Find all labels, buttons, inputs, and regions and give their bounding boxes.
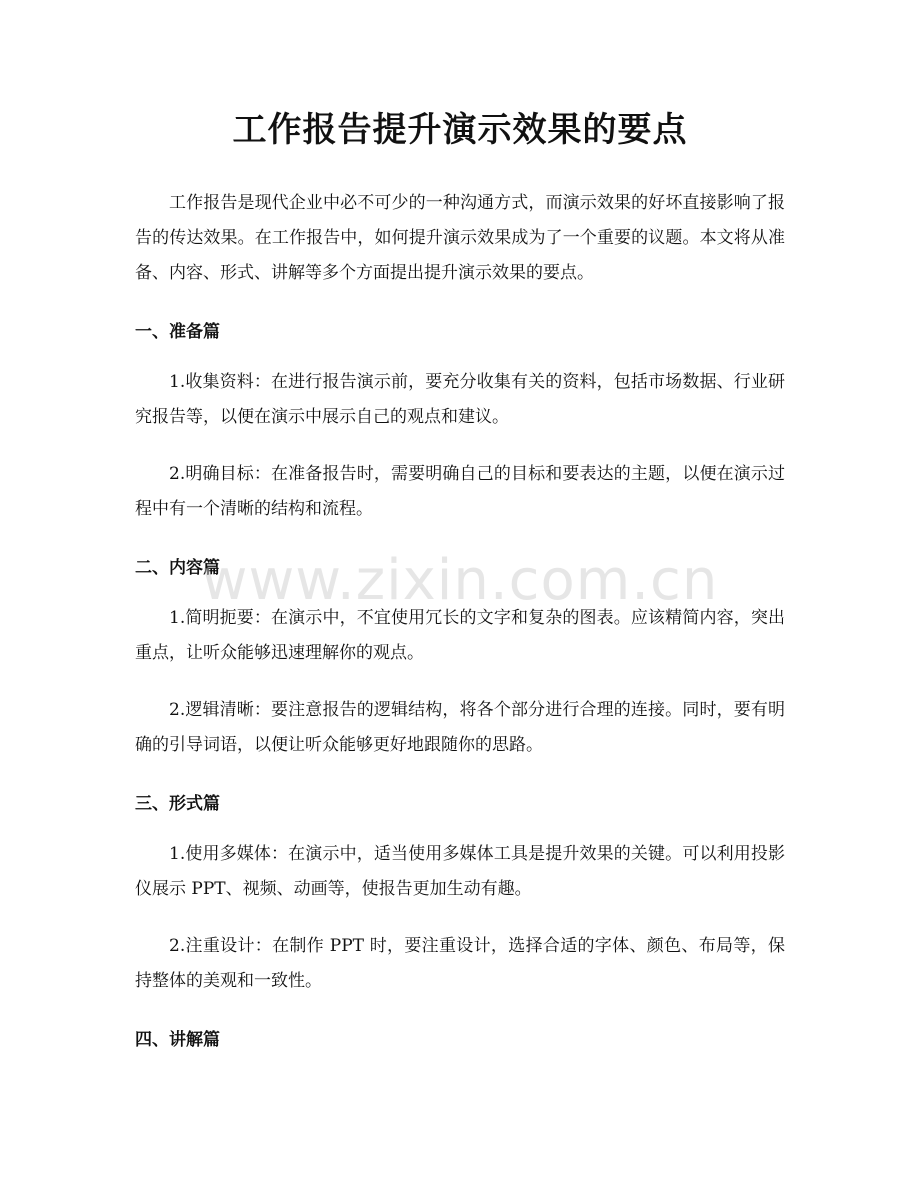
section-heading: 三、形式篇 [135, 794, 220, 814]
section-paragraph: 2.注重设计：在制作 PPT 时，要注重设计，选择合适的字体、颜色、布局等，保持整体的美观和一致性。 [135, 936, 785, 991]
section-format [135, 789, 785, 999]
section-presentation [135, 1025, 785, 1055]
section-heading: 二、内容篇 [135, 558, 220, 578]
watermark-text: www.zixin.com.cn [201, 548, 719, 613]
section-content [135, 553, 785, 763]
document-title: 工作报告提升演示效果的要点 [232, 110, 688, 150]
section-heading: 四、讲解篇 [135, 1030, 220, 1050]
section-paragraph: 1.使用多媒体：在演示中，适当使用多媒体工具是提升效果的关键。可以利用投影仪展示 PPT、视频、动画等，使报告更加生动有趣。 [135, 844, 785, 899]
section-paragraph: 1.收集资料：在进行报告演示前，要充分收集有关的资料，包括市场数据、行业研究报告等，以便在演示中展示自己的观点和建议。 [135, 372, 785, 427]
section-preparation [135, 317, 785, 527]
section-heading: 一、准备篇 [135, 322, 220, 342]
section-paragraph: 1.简明扼要：在演示中，不宜使用冗长的文字和复杂的图表。应该精简内容，突出重点，让听众能够迅速理解你的观点。 [135, 608, 785, 663]
intro-paragraph: 工作报告是现代企业中必不可少的一种沟通方式，而演示效果的好坏直接影响了报告的传达效果。在工作报告中，如何提升演示效果成为了一个重要的议题。本文将从准备、内容、形式、讲解等多个方面提出提升演示效果的要点。 [135, 193, 785, 283]
section-paragraph: 2.明确目标：在准备报告时，需要明确自己的目标和要表达的主题，以便在演示过程中有一个清晰的结构和流程。 [135, 464, 785, 519]
section-paragraph: 2.逻辑清晰：要注意报告的逻辑结构，将各个部分进行合理的连接。同时，要有明确的引导词语，以便让听众能够更好地跟随你的思路。 [135, 700, 785, 755]
